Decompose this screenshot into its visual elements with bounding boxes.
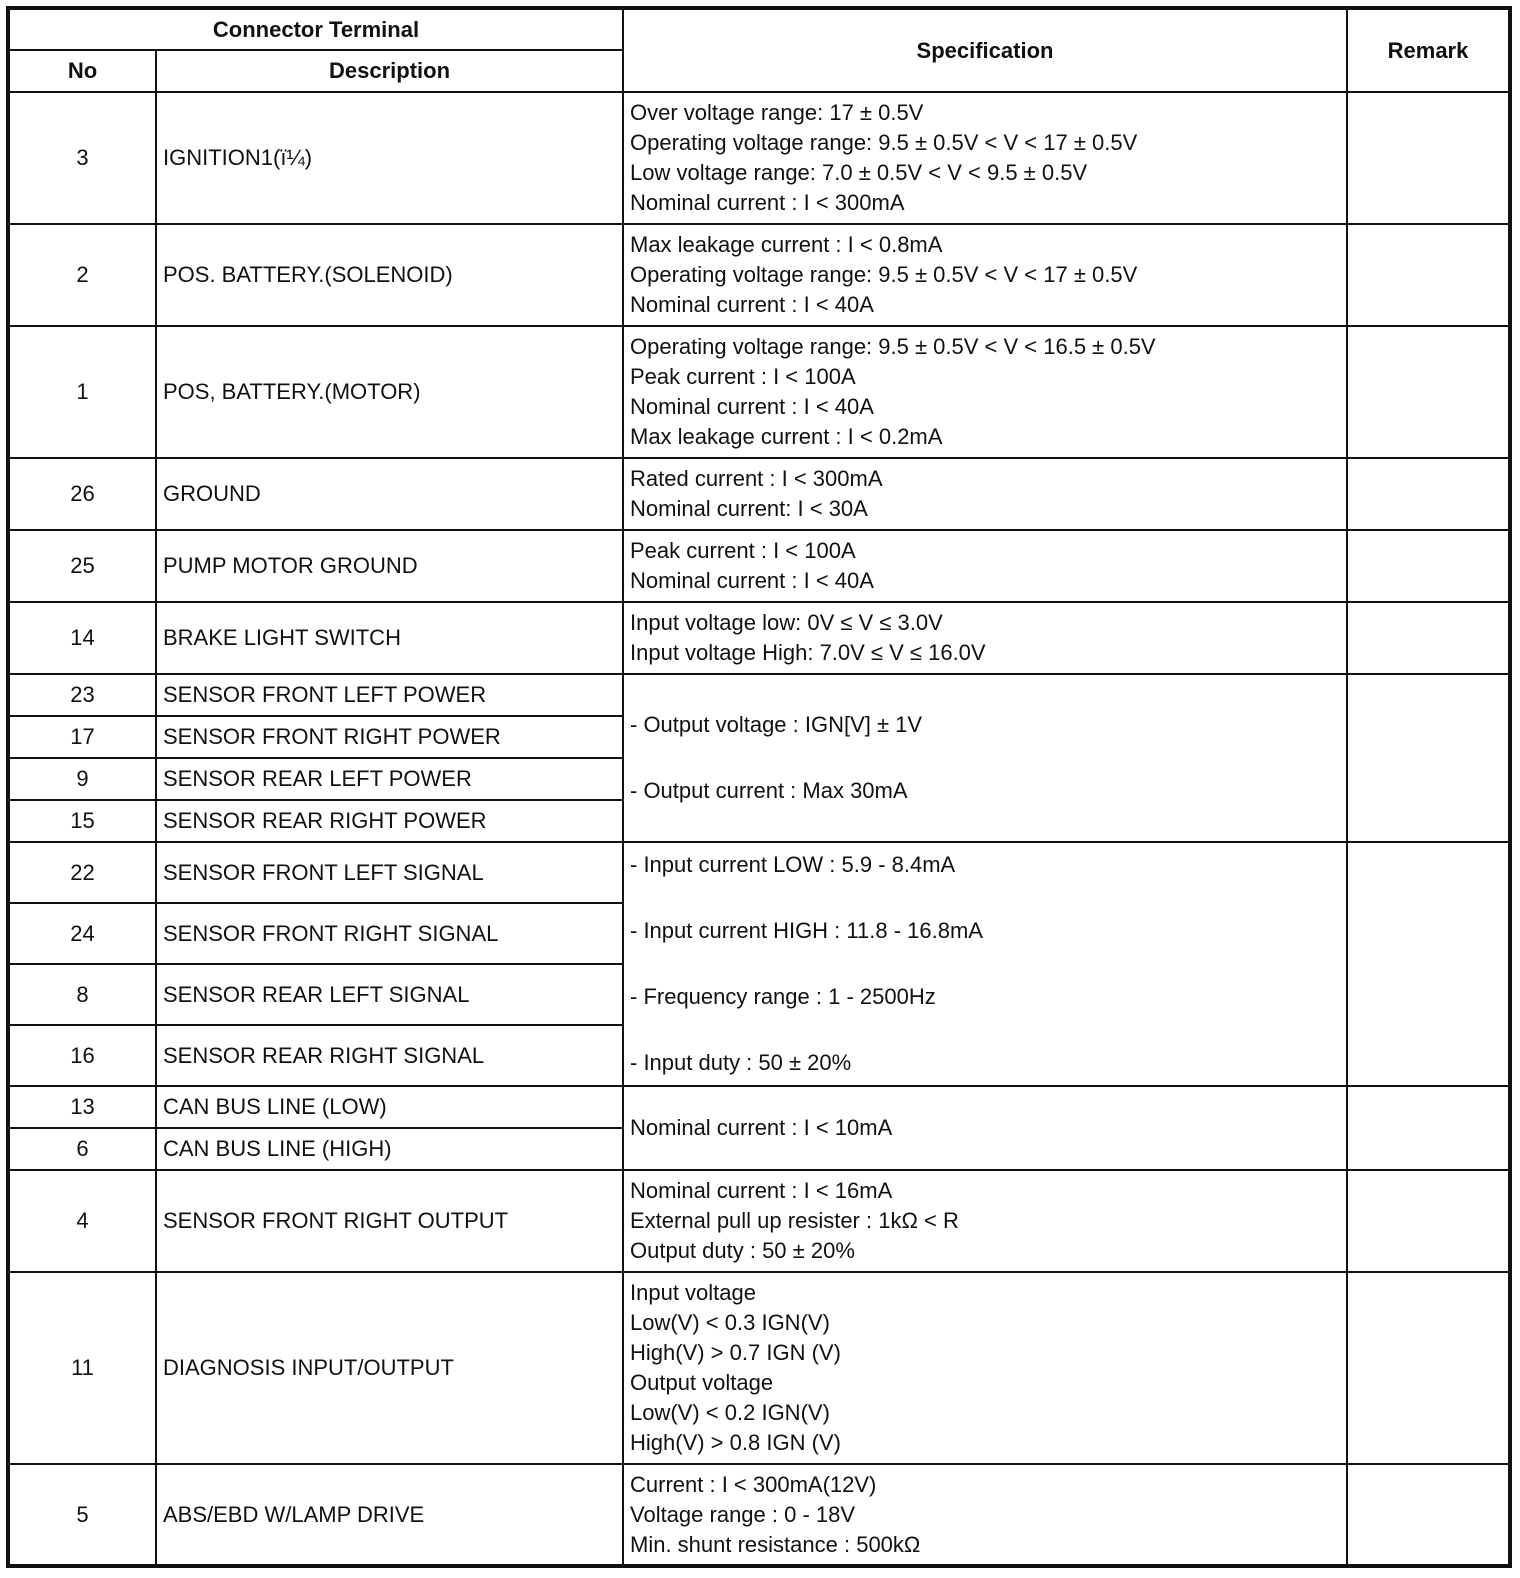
terminal-description: SENSOR REAR RIGHT POWER [156, 800, 623, 842]
terminal-description: IGNITION1(ï¼) [156, 92, 623, 224]
remark-cell [1347, 602, 1510, 674]
specification-cell [623, 1170, 1347, 1272]
table-row [8, 842, 1510, 903]
table-row [8, 92, 1510, 224]
terminal-no: 23 [8, 674, 156, 716]
specification-cell [623, 530, 1347, 602]
remark-cell [1347, 1086, 1510, 1170]
terminal-no: 13 [8, 1086, 156, 1128]
terminal-no: 26 [8, 458, 156, 530]
spec-line: Nominal current : I < 40A [630, 394, 874, 419]
spec-line: Low(V) < 0.3 IGN(V) [630, 1310, 830, 1335]
specification-cell [623, 674, 1347, 842]
table-row [8, 674, 1510, 716]
remark-cell [1347, 674, 1510, 842]
remark-cell [1347, 458, 1510, 530]
spec-line: Nominal current : I < 40A [630, 568, 874, 593]
terminal-description: DIAGNOSIS INPUT/OUTPUT [156, 1272, 623, 1464]
no-header: No [8, 50, 156, 92]
spec-line: Max leakage current : I < 0.2mA [630, 424, 943, 449]
spec-line: Current : I < 300mA(12V) [630, 1471, 877, 1497]
spec-line: High(V) > 0.8 IGN (V) [630, 1430, 841, 1455]
remark-cell [1347, 326, 1510, 458]
terminal-description: SENSOR FRONT RIGHT SIGNAL [156, 903, 623, 964]
terminal-description: SENSOR FRONT LEFT SIGNAL [156, 842, 623, 903]
terminal-description: POS, BATTERY.(MOTOR) [156, 326, 623, 458]
spec-line: Input voltage High: 7.0V ≤ V ≤ 16.0V [630, 640, 986, 665]
remark-header: Remark [1347, 8, 1510, 92]
terminal-no: 4 [8, 1170, 156, 1272]
spec-line: Output duty : 50 ± 20% [630, 1238, 855, 1263]
spec-line: Min. shunt resistance : 500kΩ [630, 1531, 921, 1557]
terminal-no: 8 [8, 964, 156, 1025]
spec-line: External pull up resister : 1kΩ < R [630, 1208, 959, 1233]
table-row [8, 224, 1510, 326]
terminal-description: SENSOR FRONT LEFT POWER [156, 674, 623, 716]
terminal-no: 25 [8, 530, 156, 602]
terminal-no: 5 [8, 1464, 156, 1566]
specification-cell [623, 602, 1347, 674]
table-row [8, 602, 1510, 674]
terminal-no: 11 [8, 1272, 156, 1464]
spec-line: Low(V) < 0.2 IGN(V) [630, 1400, 830, 1425]
spec-line: Nominal current : I < 16mA [630, 1178, 893, 1203]
specification-cell [623, 842, 1347, 1086]
spec-line: Voltage range : 0 - 18V [630, 1501, 856, 1527]
terminal-no: 6 [8, 1128, 156, 1170]
terminal-no: 9 [8, 758, 156, 800]
spec-line: Output voltage [630, 1370, 774, 1395]
spec-line: - Input current HIGH : 11.8 - 16.8mA [630, 918, 983, 943]
spec-line: Nominal current: I < 30A [630, 496, 868, 521]
description-header: Description [156, 50, 623, 92]
connector-spec-table [6, 6, 1512, 1568]
terminal-no: 1 [8, 326, 156, 458]
spec-line: Operating voltage range: 9.5 ± 0.5V < V < 16.5 ± 0.5V [630, 334, 1156, 359]
terminal-no: 14 [8, 602, 156, 674]
terminal-no: 17 [8, 716, 156, 758]
remark-cell [1347, 530, 1510, 602]
spec-line: Input voltage low: 0V ≤ V ≤ 3.0V [630, 610, 943, 635]
terminal-no: 2 [8, 224, 156, 326]
table-row [8, 1464, 1510, 1566]
spec-line: - Frequency range : 1 - 2500Hz [630, 984, 936, 1009]
table-row [8, 1086, 1510, 1128]
terminal-description: BRAKE LIGHT SWITCH [156, 602, 623, 674]
terminal-description: SENSOR REAR LEFT SIGNAL [156, 964, 623, 1025]
spec-line: Rated current : I < 300mA [630, 466, 883, 491]
specification-cell [623, 1464, 1347, 1566]
spec-line: Operating voltage range: 9.5 ± 0.5V < V < 17 ± 0.5V [630, 262, 1138, 287]
specification-header: Specification [623, 8, 1347, 92]
terminal-no: 3 [8, 92, 156, 224]
specification-cell [623, 458, 1347, 530]
specification-cell: Nominal current : I < 10mA [623, 1086, 1347, 1170]
terminal-description: GROUND [156, 458, 623, 530]
terminal-description: SENSOR FRONT RIGHT POWER [156, 716, 623, 758]
terminal-no: 22 [8, 842, 156, 903]
terminal-no: 16 [8, 1025, 156, 1086]
table-row [8, 326, 1510, 458]
terminal-description: SENSOR FRONT RIGHT OUTPUT [156, 1170, 623, 1272]
spec-line: Max leakage current : I < 0.8mA [630, 232, 943, 257]
spec-line: Operating voltage range: 9.5 ± 0.5V < V < 17 ± 0.5V [630, 130, 1138, 155]
terminal-description: SENSOR REAR LEFT POWER [156, 758, 623, 800]
terminal-description: ABS/EBD W/LAMP DRIVE [156, 1464, 623, 1566]
spec-line: Peak current : I < 100A [630, 538, 856, 563]
terminal-description: PUMP MOTOR GROUND [156, 530, 623, 602]
specification-cell [623, 224, 1347, 326]
spec-line: - Input duty : 50 ± 20% [630, 1050, 852, 1075]
terminal-no: 15 [8, 800, 156, 842]
spec-line: - Input current LOW : 5.9 - 8.4mA [630, 852, 956, 877]
terminal-description: CAN BUS LINE (LOW) [156, 1086, 623, 1128]
remark-cell [1347, 1272, 1510, 1464]
specification-cell [623, 92, 1347, 224]
spec-line: Nominal current : I < 300mA [630, 190, 905, 215]
terminal-no: 24 [8, 903, 156, 964]
remark-cell [1347, 842, 1510, 1086]
remark-cell [1347, 224, 1510, 326]
connector-terminal-header: Connector Terminal [8, 8, 623, 50]
specification-cell [623, 326, 1347, 458]
remark-cell [1347, 1170, 1510, 1272]
terminal-description: CAN BUS LINE (HIGH) [156, 1128, 623, 1170]
table-row [8, 1170, 1510, 1272]
table-row [8, 458, 1510, 530]
table-row [8, 530, 1510, 602]
spec-line: - Output current : Max 30mA [630, 778, 908, 803]
spec-line: Over voltage range: 17 ± 0.5V [630, 100, 924, 125]
table-row [8, 1272, 1510, 1464]
remark-cell [1347, 92, 1510, 224]
spec-line: High(V) > 0.7 IGN (V) [630, 1340, 841, 1365]
spec-line: Low voltage range: 7.0 ± 0.5V < V < 9.5 ± 0.5V [630, 160, 1088, 185]
header-row-1 [8, 8, 1510, 50]
spec-line: - Output voltage : IGN[V] ± 1V [630, 712, 923, 737]
spec-line: Nominal current : I < 40A [630, 292, 874, 317]
specification-cell [623, 1272, 1347, 1464]
terminal-description: POS. BATTERY.(SOLENOID) [156, 224, 623, 326]
remark-cell [1347, 1464, 1510, 1566]
spec-line: Peak current : I < 100A [630, 364, 856, 389]
spec-line: Input voltage [630, 1280, 756, 1305]
terminal-description: SENSOR REAR RIGHT SIGNAL [156, 1025, 623, 1086]
